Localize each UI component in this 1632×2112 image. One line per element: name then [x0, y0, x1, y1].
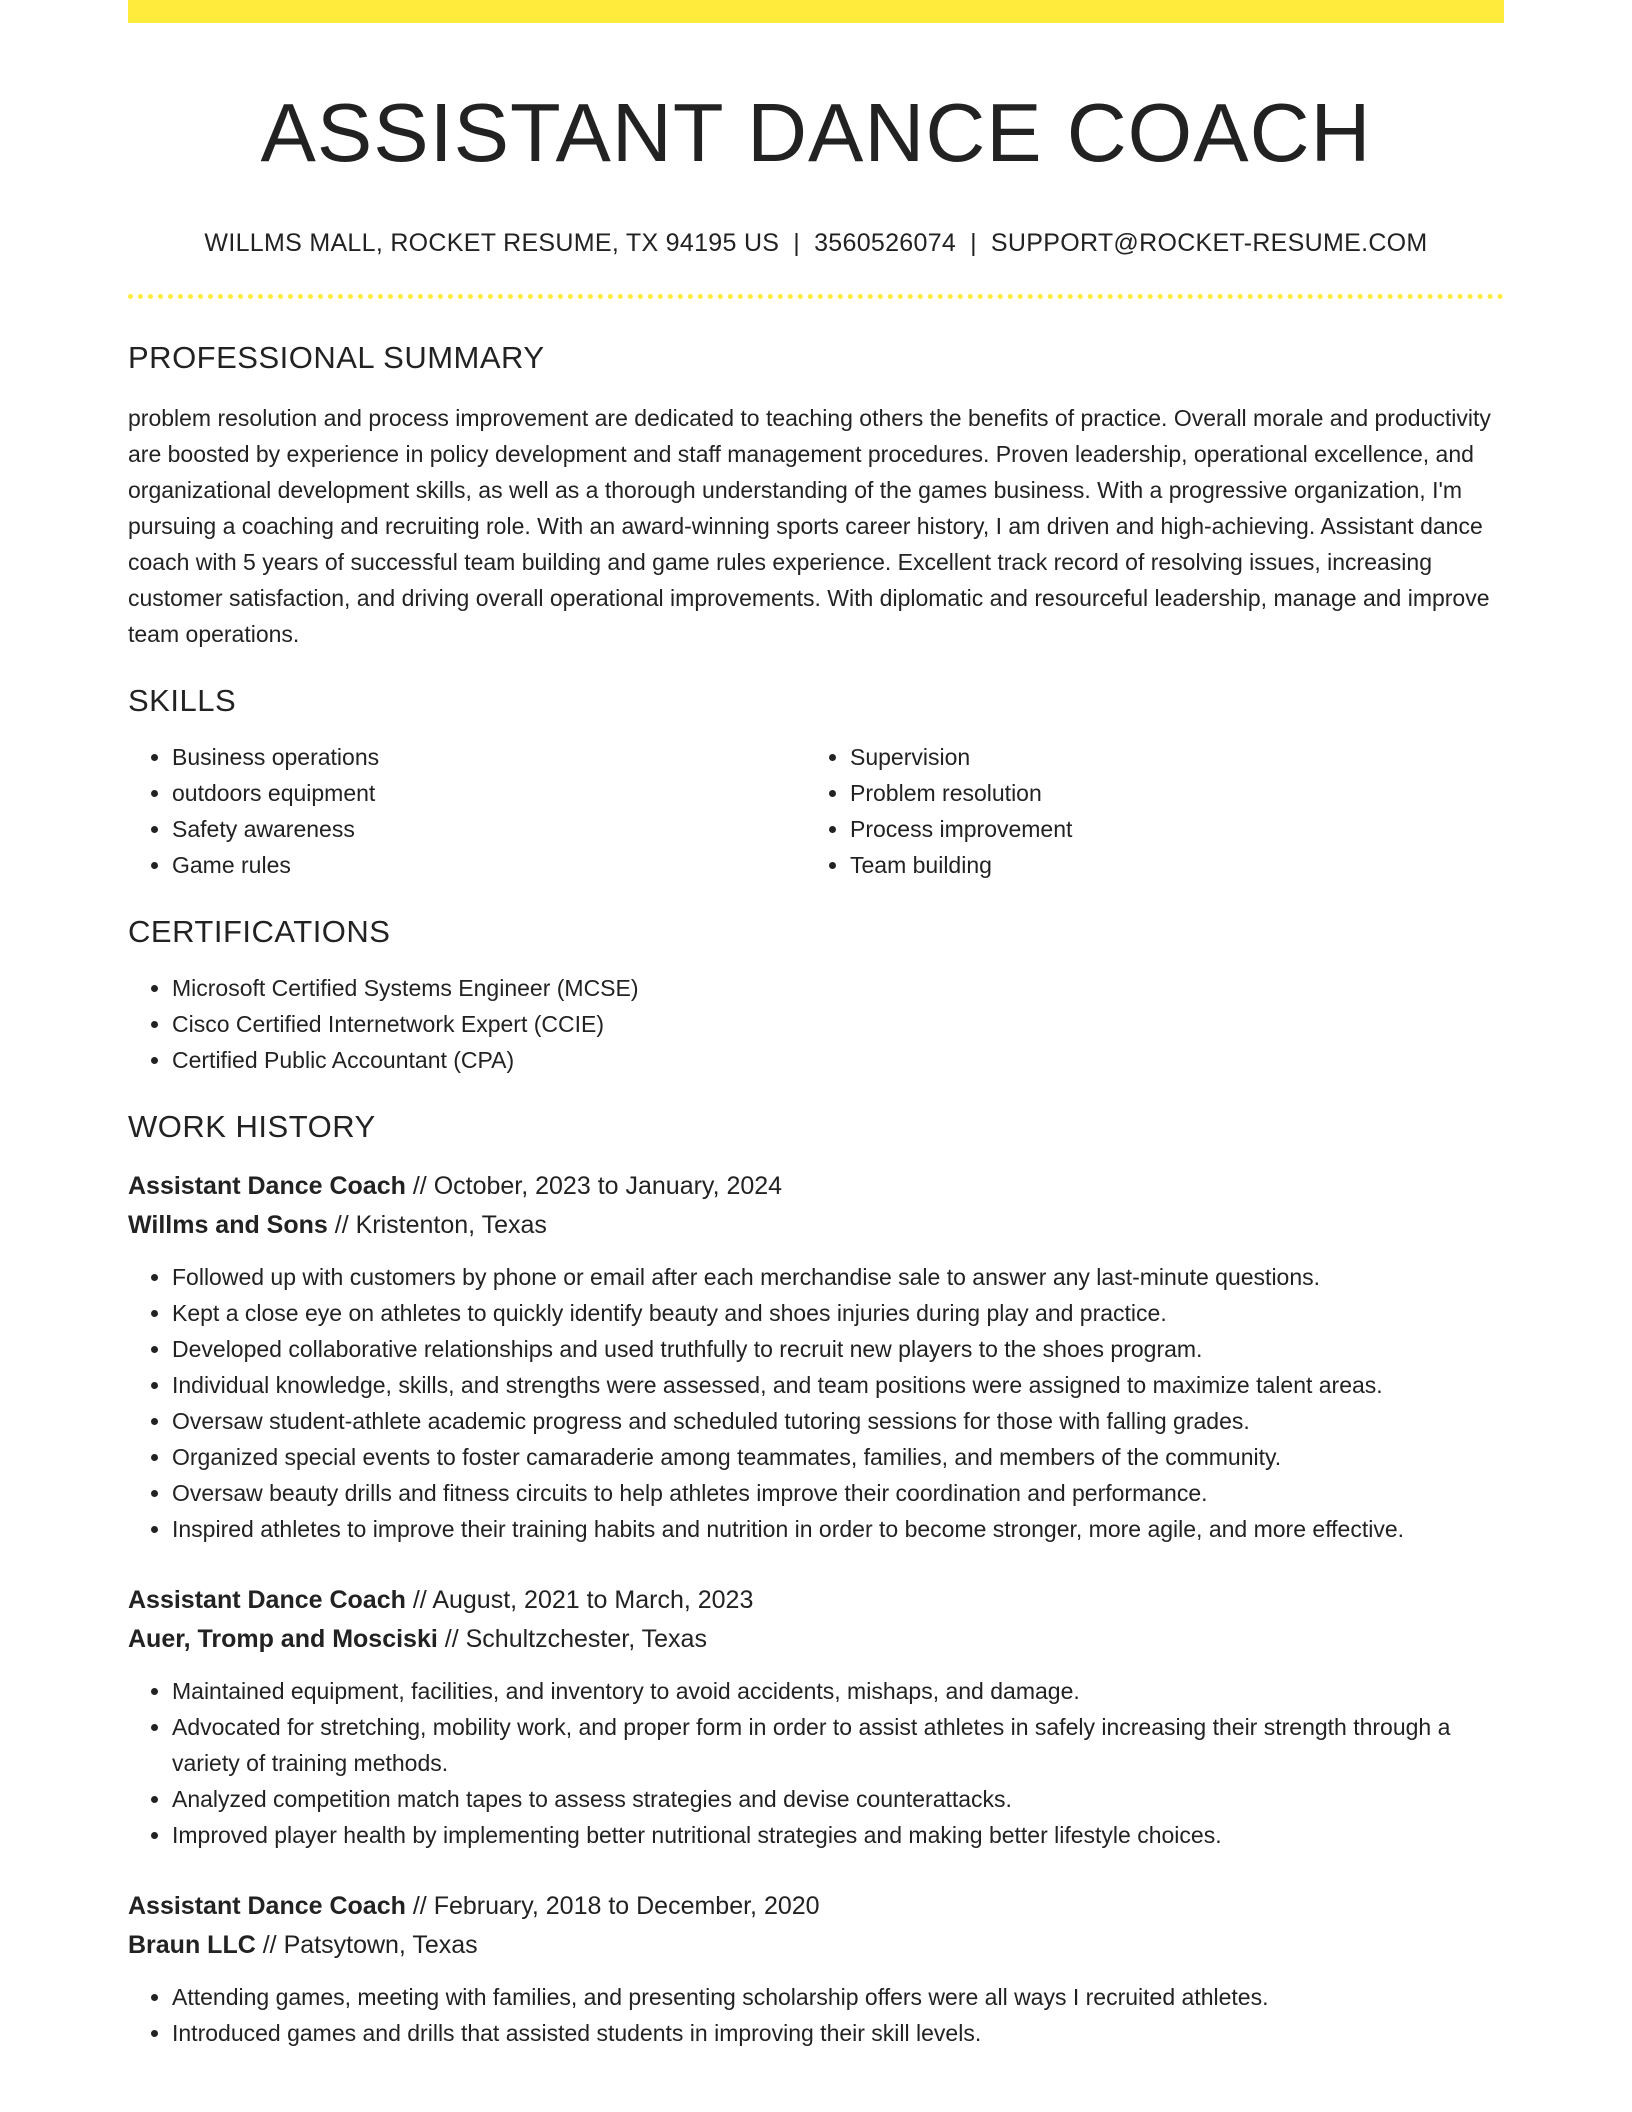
- certification-item: • Certified Public Accountant (CPA): [172, 1042, 1504, 1078]
- job-title-line: [128, 1887, 1504, 1926]
- job-bullet: • Kept a close eye on athletes to quickly identify beauty and shoes injuries during play and practice.: [172, 1295, 1504, 1331]
- job-entry: [128, 1167, 1504, 1547]
- certification-item: • Microsoft Certified Systems Engineer (MCSE): [172, 970, 1504, 1006]
- job-delimiter: //: [262, 1931, 277, 1960]
- contact-separator: |: [793, 228, 801, 257]
- job-bullet: • Advocated for stretching, mobility work, and proper form in order to assist athletes in safely increasing their strength through a variety of training methods.: [172, 1709, 1504, 1781]
- certification-item: • Cisco Certified Internetwork Expert (CCIE): [172, 1006, 1504, 1042]
- job-bullet: • Analyzed competition match tapes to assess strategies and devise counterattacks.: [172, 1781, 1504, 1817]
- job-company-line: [128, 1620, 1504, 1659]
- skills-right-column: [806, 739, 1484, 883]
- job-title: Assistant Dance Coach: [128, 1892, 406, 1921]
- work-history-heading: WORK HISTORY: [128, 1109, 376, 1145]
- job-bullet: • Improved player health by implementing better nutritional strategies and making better lifestyle choices.: [172, 1817, 1504, 1853]
- job-bullet: • Developed collaborative relationships and used truthfully to recruit new players to the shoes program.: [172, 1331, 1504, 1367]
- job-bullet: • Maintained equipment, facilities, and inventory to avoid accidents, mishaps, and damage.: [172, 1673, 1504, 1709]
- job-title: Assistant Dance Coach: [128, 1586, 406, 1615]
- job-location: Patsytown, Texas: [283, 1931, 478, 1960]
- job-title-line: [128, 1581, 1504, 1620]
- skill-item: • outdoors equipment: [172, 775, 806, 811]
- job-company-line: [128, 1206, 1504, 1245]
- job-bullet: • Inspired athletes to improve their training habits and nutrition in order to become stronger, more agile, and more effective.: [172, 1511, 1504, 1547]
- job-dates: October, 2023 to January, 2024: [433, 1172, 783, 1201]
- resume-title: ASSISTANT DANCE COACH: [260, 86, 1372, 179]
- job-title-line: [128, 1167, 1504, 1206]
- job-bullets: [128, 1259, 1504, 1547]
- skills-heading: SKILLS: [128, 682, 237, 718]
- skill-item: • Team building: [850, 847, 1484, 883]
- skills-left-column: [128, 739, 806, 883]
- job-entry: [128, 1581, 1504, 1853]
- job-company-line: [128, 1926, 1504, 1965]
- summary-text: problem resolution and process improvement are dedicated to teaching others the benefits of practice. Overall morale and productivity are boosted by experience in policy development and staff management procedures. Proven leadership, operational excellence, and organizational development skills, as well as a thorough understanding of the games business. With a progressive organization, I'm pursuing a coaching and recruiting role. With an award-winning sports career history, I am driven and high-achieving. Assistant dance coach with 5 years of successful team building and game rules experience. Excellent track record of resolving issues, increasing customer satisfaction, and driving overall operational improvements. With diplomatic and resourceful leadership, manage and improve team operations.: [128, 404, 1491, 647]
- certifications-heading: CERTIFICATIONS: [128, 913, 391, 949]
- job-delimiter: //: [412, 1586, 427, 1615]
- job-bullets: [128, 1979, 1504, 2051]
- dotted-divider: [128, 294, 1504, 299]
- summary-heading: PROFESSIONAL SUMMARY: [128, 339, 545, 375]
- contact-email: SUPPORT@ROCKET-RESUME.COM: [990, 228, 1428, 257]
- skill-item: • Supervision: [850, 739, 1484, 775]
- job-delimiter: //: [412, 1892, 427, 1921]
- job-bullet: • Oversaw beauty drills and fitness circuits to help athletes improve their coordination and performance.: [172, 1475, 1504, 1511]
- job-company: Auer, Tromp and Mosciski: [128, 1625, 438, 1654]
- job-location: Kristenton, Texas: [355, 1211, 547, 1240]
- contact-line: [128, 229, 1504, 258]
- job-dates: August, 2021 to March, 2023: [432, 1586, 754, 1615]
- certifications-list: [128, 970, 1504, 1078]
- contact-phone: 3560526074: [814, 228, 957, 257]
- job-bullet: • Introduced games and drills that assisted students in improving their skill levels.: [172, 2015, 1504, 2051]
- accent-top-bar: [128, 0, 1504, 23]
- skill-item: • Problem resolution: [850, 775, 1484, 811]
- job-bullet: • Followed up with customers by phone or email after each merchandise sale to answer any last-minute questions.: [172, 1259, 1504, 1295]
- job-entry: [128, 1887, 1504, 2051]
- job-delimiter: //: [444, 1625, 459, 1654]
- job-bullet: • Oversaw student-athlete academic progress and scheduled tutoring sessions for those with falling grades.: [172, 1403, 1504, 1439]
- job-company: Willms and Sons: [128, 1211, 328, 1240]
- job-bullet: • Organized special events to foster camaraderie among teammates, families, and members of the community.: [172, 1439, 1504, 1475]
- contact-address: WILLMS MALL, ROCKET RESUME, TX 94195 US: [204, 228, 780, 257]
- skill-item: • Process improvement: [850, 811, 1484, 847]
- job-bullet: • Individual knowledge, skills, and strengths were assessed, and team positions were assigned to maximize talent areas.: [172, 1367, 1504, 1403]
- job-bullet: • Attending games, meeting with families, and presenting scholarship offers were all ways I recruited athletes.: [172, 1979, 1504, 2015]
- resume-page: [128, 0, 1504, 2051]
- job-company: Braun LLC: [128, 1931, 256, 1960]
- job-bullets: [128, 1673, 1504, 1853]
- job-title: Assistant Dance Coach: [128, 1172, 406, 1201]
- skill-item: • Safety awareness: [172, 811, 806, 847]
- contact-separator: |: [970, 228, 977, 257]
- skill-item: • Business operations: [172, 739, 806, 775]
- job-location: Schultzchester, Texas: [465, 1625, 707, 1654]
- job-dates: February, 2018 to December, 2020: [433, 1892, 820, 1921]
- job-delimiter: //: [334, 1211, 349, 1240]
- job-delimiter: //: [412, 1172, 427, 1201]
- skill-item: • Game rules: [172, 847, 806, 883]
- skills-grid: [128, 739, 1504, 883]
